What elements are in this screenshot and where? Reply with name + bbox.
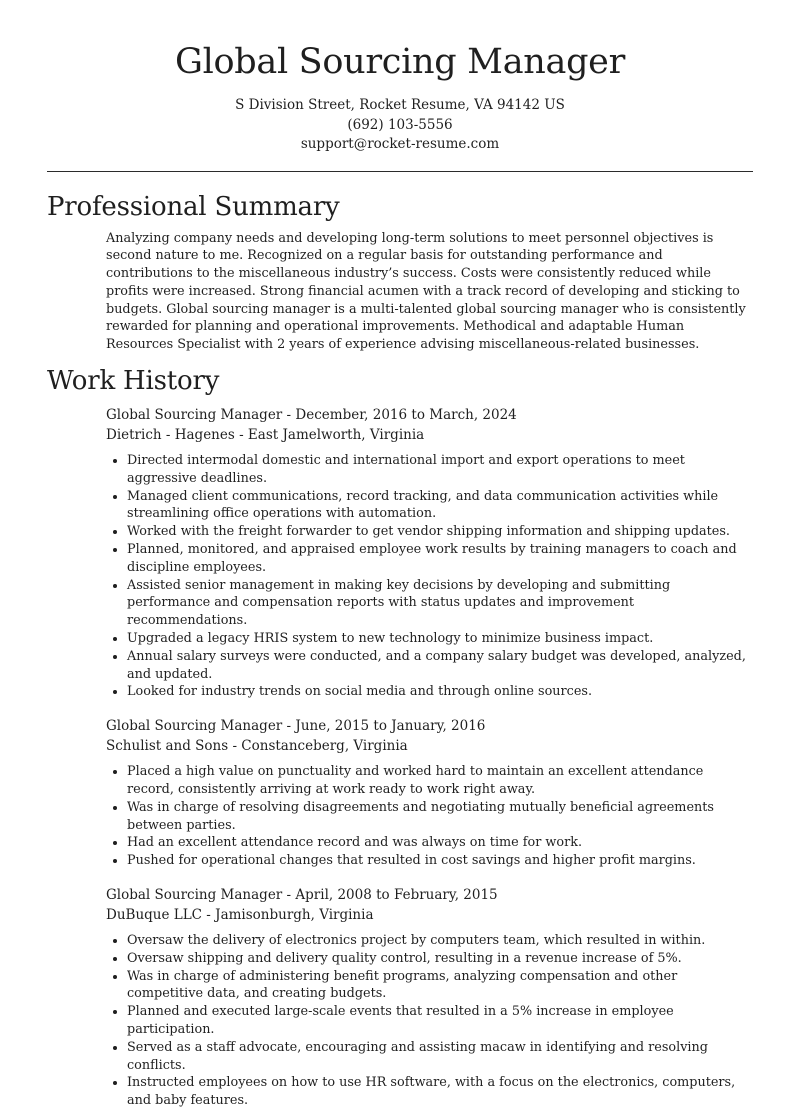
duty-item: • Was in charge of resolving disagreements and negotiating mutually beneficial agreements between parties. <box>127 799 753 835</box>
job-title: Global Sourcing Manager - December, 2016 to March, 2024 <box>106 407 517 424</box>
duty-item: • Placed a high value on punctuality and worked hard to maintain an excellent attendance record, consistently arriving at work ready to work right away. <box>127 763 753 799</box>
duty-item: • Had an excellent attendance record and was always on time for work. <box>127 834 753 852</box>
duty-item: • Worked with the freight forwarder to get vendor shipping information and shipping updates. <box>127 523 753 541</box>
duty-item: • Annual salary surveys were conducted, and a company salary budget was developed, analyzed, and updated. <box>127 648 753 684</box>
duty-item: • Directed intermodal domestic and international import and export operations to meet aggressive deadlines. <box>127 452 753 488</box>
job-entry <box>106 886 753 1110</box>
job-duties <box>106 763 753 870</box>
address: S Division Street, Rocket Resume, VA 94142 US <box>235 97 565 113</box>
summary-text: Analyzing company needs and developing long-term solutions to meet personnel objectives is second nature to me. Recognized on a regular basis for outstanding performance and contributions to the miscellaneous industry’s success. Costs were consistently reduced while profits were increased. Strong financial acumen with a track record of developing and sticking to budgets. Global sourcing manager is a multi-talented global sourcing manager who is consistently rewarded for planning and operational improvements. Methodical and adaptable Human Resources Specialist with 2 years of experience advising miscellaneous-related businesses. <box>106 230 746 353</box>
job-duties <box>106 452 753 701</box>
job-company: Schulist and Sons - Constanceberg, Virginia <box>106 737 408 754</box>
work-history-heading: Work History <box>47 366 220 397</box>
job-title: Global Sourcing Manager - June, 2015 to January, 2016 <box>106 718 486 735</box>
duty-item: • Oversaw the delivery of electronics project by computers team, which resulted in within. <box>127 932 753 950</box>
duty-item: • Served as a staff advocate, encouraging and assisting macaw in identifying and resolving conflicts. <box>127 1039 753 1075</box>
duty-item: • Oversaw shipping and delivery quality control, resulting in a revenue increase of 5%. <box>127 950 753 968</box>
email: support@rocket-resume.com <box>300 136 500 152</box>
candidate-name: Global Sourcing Manager <box>174 42 626 82</box>
job-title: Global Sourcing Manager - April, 2008 to February, 2015 <box>106 887 498 904</box>
job-company: Dietrich - Hagenes - East Jamelworth, Virginia <box>106 426 425 443</box>
job-duties <box>106 932 753 1110</box>
duty-item: • Planned, monitored, and appraised employee work results by training managers to coach and discipline employees. <box>127 541 753 577</box>
resume-header <box>47 0 753 155</box>
duty-item: • Planned and executed large-scale events that resulted in a 5% increase in employee participation. <box>127 1003 753 1039</box>
duty-item: • Looked for industry trends on social media and through online sources. <box>127 683 753 701</box>
summary-heading: Professional Summary <box>47 191 340 222</box>
duty-item: • Was in charge of administering benefit programs, analyzing compensation and other competitive data, and creating budgets. <box>127 968 753 1004</box>
duty-item: • Instructed employees on how to use HR software, with a focus on the electronics, computers, and baby features. <box>127 1074 753 1110</box>
duty-item: • Assisted senior management in making key decisions by developing and submitting performance and compensation reports with status updates and improvement recommendations. <box>127 577 753 630</box>
job-entry <box>106 717 753 870</box>
header-divider <box>47 171 753 172</box>
job-company: DuBuque LLC - Jamisonburgh, Virginia <box>106 906 374 923</box>
duty-item: • Pushed for operational changes that resulted in cost savings and higher profit margins. <box>127 852 753 870</box>
job-entry <box>106 406 753 701</box>
work-history-list <box>47 406 753 1110</box>
duty-item: • Upgraded a legacy HRIS system to new technology to minimize business impact. <box>127 630 753 648</box>
duty-item: • Managed client communications, record tracking, and data communication activities while streamlining office operations with automation. <box>127 488 753 524</box>
contact-info <box>47 96 753 155</box>
phone: (692) 103-5556 <box>347 116 453 133</box>
